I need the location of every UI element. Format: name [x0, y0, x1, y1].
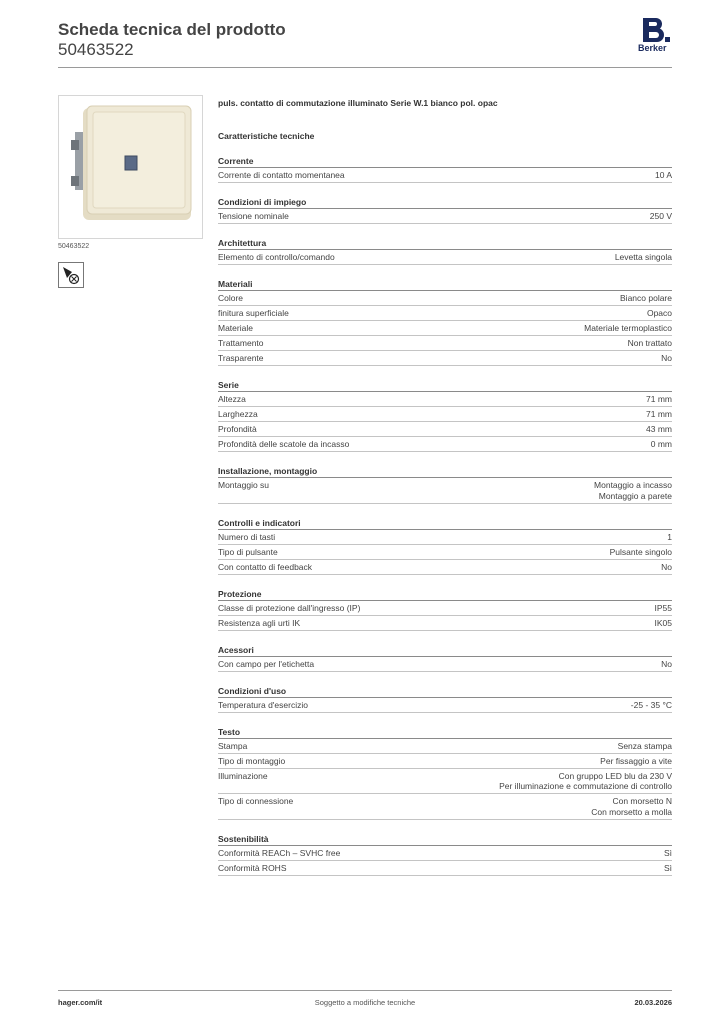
spec-value	[655, 618, 673, 629]
spec-label: Altezza	[218, 394, 246, 404]
section-title: Sostenibilità	[218, 833, 672, 846]
spec-value	[664, 863, 672, 874]
spec-value-line: 250 V	[649, 211, 672, 221]
spec-row	[218, 754, 672, 769]
spec-row	[218, 560, 672, 575]
section-title: Acessori	[218, 644, 672, 657]
spec-value	[620, 293, 672, 304]
spec-value-line: Sì	[663, 847, 672, 858]
spec-row	[218, 306, 672, 321]
spec-row	[218, 351, 672, 366]
spec-section	[218, 517, 672, 575]
spec-value-line: Montaggio a parete	[598, 490, 672, 501]
spec-label: Tensione nominale	[218, 211, 289, 221]
spec-row	[218, 209, 672, 224]
product-illustration	[59, 96, 202, 238]
spec-content	[218, 96, 672, 876]
footer-website[interactable]: hager.com/it	[58, 998, 103, 1007]
spec-value-line: Sì	[663, 862, 672, 873]
spec-value	[646, 424, 672, 435]
spec-value	[594, 480, 672, 501]
spec-value	[499, 771, 672, 792]
spec-section	[218, 237, 672, 265]
spec-row	[218, 545, 672, 560]
spec-section	[218, 685, 672, 713]
spec-value-line: No	[661, 658, 672, 669]
spec-row	[218, 407, 672, 422]
spec-value	[591, 796, 672, 817]
spec-row	[218, 168, 672, 183]
spec-section	[218, 588, 672, 631]
berker-logo	[638, 16, 674, 56]
spec-value-line: Con morsetto N	[612, 796, 672, 806]
spec-value	[600, 756, 672, 767]
installation-pictogram	[58, 262, 84, 288]
spec-value-line: 71 mm	[646, 409, 672, 419]
spec-value-line: Con gruppo LED blu da 230 V	[558, 770, 672, 781]
spec-value-line: Con morsetto a molla	[591, 806, 672, 817]
spec-section	[218, 155, 672, 183]
spec-label: Conformità ROHS	[218, 862, 287, 873]
section-title: Materiali	[218, 278, 672, 291]
spec-value-line: 43 mm	[646, 424, 672, 434]
characteristics-heading: Caratteristiche tecniche	[218, 131, 315, 141]
section-title: Controlli e indicatori	[218, 517, 672, 530]
spec-label: Illuminazione	[218, 770, 268, 781]
spec-label: Tipo di montaggio	[218, 755, 286, 766]
image-caption: 50463522	[58, 243, 90, 250]
spec-value-line: Materiale termoplastico	[584, 323, 672, 333]
spec-section	[218, 644, 672, 672]
spec-value-line: Opaco	[646, 308, 672, 318]
spec-label: Profondità delle scatole da incasso	[218, 439, 350, 449]
spec-label: Elemento di controllo/comando	[218, 252, 335, 262]
footer-note: Soggetto a modifiche tecniche	[314, 998, 416, 1007]
section-title: Installazione, montaggio	[218, 465, 672, 478]
spec-row	[218, 321, 672, 336]
section-title: Architettura	[218, 237, 672, 250]
spec-value-line: Per illuminazione e commutazione di controllo	[499, 781, 672, 791]
spec-label: Conformità REACh – SVHC free	[218, 847, 341, 858]
spec-label: Corrente di contatto momentanea	[218, 170, 345, 180]
spec-row	[218, 437, 672, 452]
spec-value-line: Per fissaggio a vite	[600, 755, 672, 766]
spec-value	[661, 562, 672, 573]
spec-label: Temperatura d'esercizio	[218, 699, 308, 710]
spec-label: Trattamento	[218, 338, 264, 348]
spec-value-line: No	[661, 561, 672, 572]
spec-section	[218, 196, 672, 224]
berker-logo-icon	[640, 16, 670, 46]
spec-label: Tipo di connessione	[218, 796, 294, 806]
spec-row	[218, 291, 672, 306]
spec-value	[661, 659, 672, 670]
spec-sections	[218, 155, 672, 876]
spec-section	[218, 379, 672, 452]
spec-value	[628, 338, 672, 349]
spec-row	[218, 601, 672, 616]
spec-value-line: IP55	[654, 602, 672, 613]
spec-value-line: No	[661, 353, 672, 363]
spec-value	[655, 603, 673, 614]
spec-label: Con contatto di feedback	[218, 561, 313, 572]
header-divider	[58, 67, 672, 68]
spec-row	[218, 250, 672, 265]
spec-value	[667, 532, 672, 543]
spec-value	[646, 409, 672, 420]
spec-row	[218, 336, 672, 351]
spec-value	[646, 394, 672, 405]
spec-section	[218, 465, 672, 504]
spec-row	[218, 530, 672, 545]
spec-row	[218, 422, 672, 437]
spec-value-line: Pulsante singolo	[609, 546, 672, 557]
spec-value-line: Bianco polare	[620, 293, 672, 303]
section-title: Corrente	[218, 155, 672, 168]
section-title: Serie	[218, 379, 672, 392]
spec-label: Con campo per l'etichetta	[218, 658, 315, 669]
page-header	[58, 20, 286, 60]
section-title: Protezione	[218, 588, 672, 601]
spec-label: Profondità	[218, 424, 257, 434]
product-image	[58, 95, 203, 239]
spec-value	[610, 547, 672, 558]
section-title: Condizioni di impiego	[218, 196, 672, 209]
screw-mount-icon	[59, 263, 83, 287]
spec-value	[584, 323, 672, 334]
spec-label: Numero di tasti	[218, 531, 276, 542]
footer-date: 20.03.2026	[634, 998, 672, 1007]
spec-value	[618, 741, 672, 752]
brand-name: Berker	[638, 43, 667, 53]
page-title: Scheda tecnica del prodotto	[58, 20, 286, 39]
spec-label: Trasparente	[218, 353, 264, 363]
spec-value	[647, 308, 672, 319]
spec-value-line: Non trattato	[627, 338, 672, 348]
spec-row	[218, 616, 672, 631]
spec-section	[218, 726, 672, 820]
spec-value	[615, 252, 672, 263]
spec-label: Materiale	[218, 323, 253, 333]
spec-label: Montaggio su	[218, 480, 270, 490]
spec-value-line: 71 mm	[646, 394, 672, 404]
spec-value	[664, 848, 672, 859]
spec-row	[218, 739, 672, 754]
spec-row	[218, 861, 672, 876]
spec-row	[218, 657, 672, 672]
section-title: Condizioni d'uso	[218, 685, 672, 698]
spec-value-line: 0 mm	[650, 439, 672, 449]
spec-value	[655, 170, 672, 181]
section-title: Testo	[218, 726, 672, 739]
spec-section	[218, 833, 672, 876]
spec-value	[650, 211, 672, 222]
spec-value-line: Montaggio a incasso	[594, 480, 672, 490]
spec-row	[218, 769, 672, 795]
spec-section	[218, 278, 672, 366]
spec-value	[631, 700, 672, 711]
spec-row	[218, 846, 672, 861]
spec-value-line: Senza stampa	[617, 740, 672, 751]
product-description: puls. contatto di commutazione illuminato Serie W.1 bianco pol. opac	[218, 98, 498, 108]
spec-label: Larghezza	[218, 409, 258, 419]
footer-divider	[58, 990, 672, 991]
spec-value-line: 10 A	[654, 170, 672, 180]
spec-value-line: -25 - 35 °C	[630, 699, 672, 710]
spec-row	[218, 794, 672, 820]
spec-value-line: Levetta singola	[614, 252, 672, 262]
spec-row	[218, 392, 672, 407]
spec-value-line: IK05	[654, 617, 672, 628]
spec-row	[218, 698, 672, 713]
spec-value	[661, 353, 672, 364]
spec-label: finitura superficiale	[218, 308, 289, 318]
spec-row	[218, 478, 672, 504]
product-code: 50463522	[58, 40, 134, 59]
spec-value	[651, 439, 672, 450]
spec-label: Stampa	[218, 740, 248, 751]
spec-label: Resistenza agli urti IK	[218, 617, 301, 628]
spec-value-line: 1	[667, 531, 672, 542]
spec-label: Tipo di pulsante	[218, 546, 278, 557]
spec-label: Colore	[218, 293, 244, 303]
spec-label: Classe di protezione dall'ingresso (IP)	[218, 602, 361, 613]
